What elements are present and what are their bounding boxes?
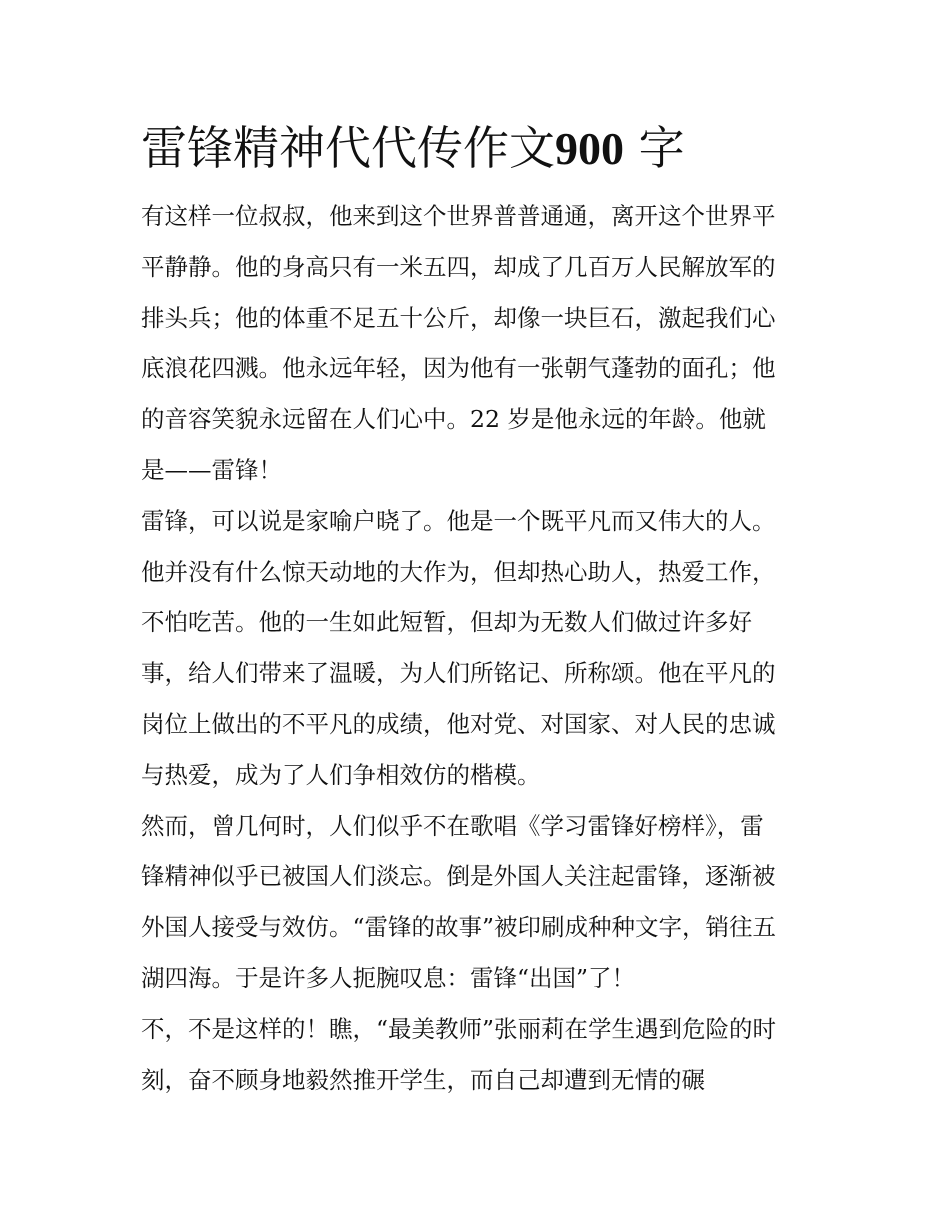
paragraph-2 — [141, 496, 821, 801]
document-page — [141, 112, 821, 1105]
paragraph-line: 岗位上做出的不平凡的成绩，他对党、对国家、对人民的忠诚 — [141, 709, 776, 738]
paragraph-4 — [141, 1004, 821, 1106]
paragraph-line: 刻，奋不顾身地毅然推开学生，而自己却遭到无情的碾 — [141, 1065, 705, 1094]
paragraph-line: 不怕吃苦。他的一生如此短暂，但却为无数人们做过许多好 — [141, 608, 752, 637]
paragraph-1 — [141, 191, 821, 496]
paragraph-3 — [141, 801, 821, 1004]
paragraph-line: 与热爱，成为了人们争相效仿的楷模。 — [141, 760, 541, 789]
paragraph-line: 他并没有什么惊天动地的大作为，但却热心助人，热爱工作， — [141, 557, 776, 586]
paragraph-line: 不，不是这样的！瞧，“最美教师”张丽莉在学生遇到危险的时 — [141, 1014, 777, 1043]
paragraph-line: 的音容笑貌永远留在人们心中。22 岁是他永远的年龄。他就 — [141, 405, 766, 434]
paragraph-line: 有这样一位叔叔，他来到这个世界普普通通，离开这个世界平 — [141, 202, 776, 230]
paragraph-line: 然而，曾几何时，人们似乎不在歌唱《学习雷锋好榜样》，雷 — [141, 811, 764, 840]
paragraph-line: 事，给人们带来了温暖，为人们所铭记、所称颂。他在平凡的 — [141, 659, 776, 688]
title-suffix: 字 — [638, 121, 685, 175]
paragraph-line: 雷锋，可以说是家喻户晓了。他是一个既平凡而又伟大的人。 — [141, 506, 776, 535]
paragraph-line: 是——雷锋！ — [141, 455, 282, 484]
paragraph-line: 平静静。他的身高只有一米五四，却成了几百万人民解放军的 — [141, 252, 776, 281]
title-text: 雷锋精神代代传作文 — [141, 121, 555, 175]
paragraph-line: 底浪花四溅。他永远年轻，因为他有一张朝气蓬勃的面孔；他 — [141, 354, 776, 383]
paragraph-line: 排头兵；他的体重不足五十公斤，却像一块巨石，激起我们心 — [141, 303, 776, 332]
paragraph-line: 锋精神似乎已被国人们淡忘。倒是外国人关注起雷锋，逐渐被 — [141, 862, 776, 891]
paragraph-line: 外国人接受与效仿。“雷锋的故事”被印刷成种种文字，销往五 — [141, 913, 777, 942]
title-number: 900 — [555, 123, 624, 174]
page-title — [141, 112, 821, 185]
paragraph-line: 湖四海。于是许多人扼腕叹息：雷锋“出国”了！ — [141, 963, 636, 992]
